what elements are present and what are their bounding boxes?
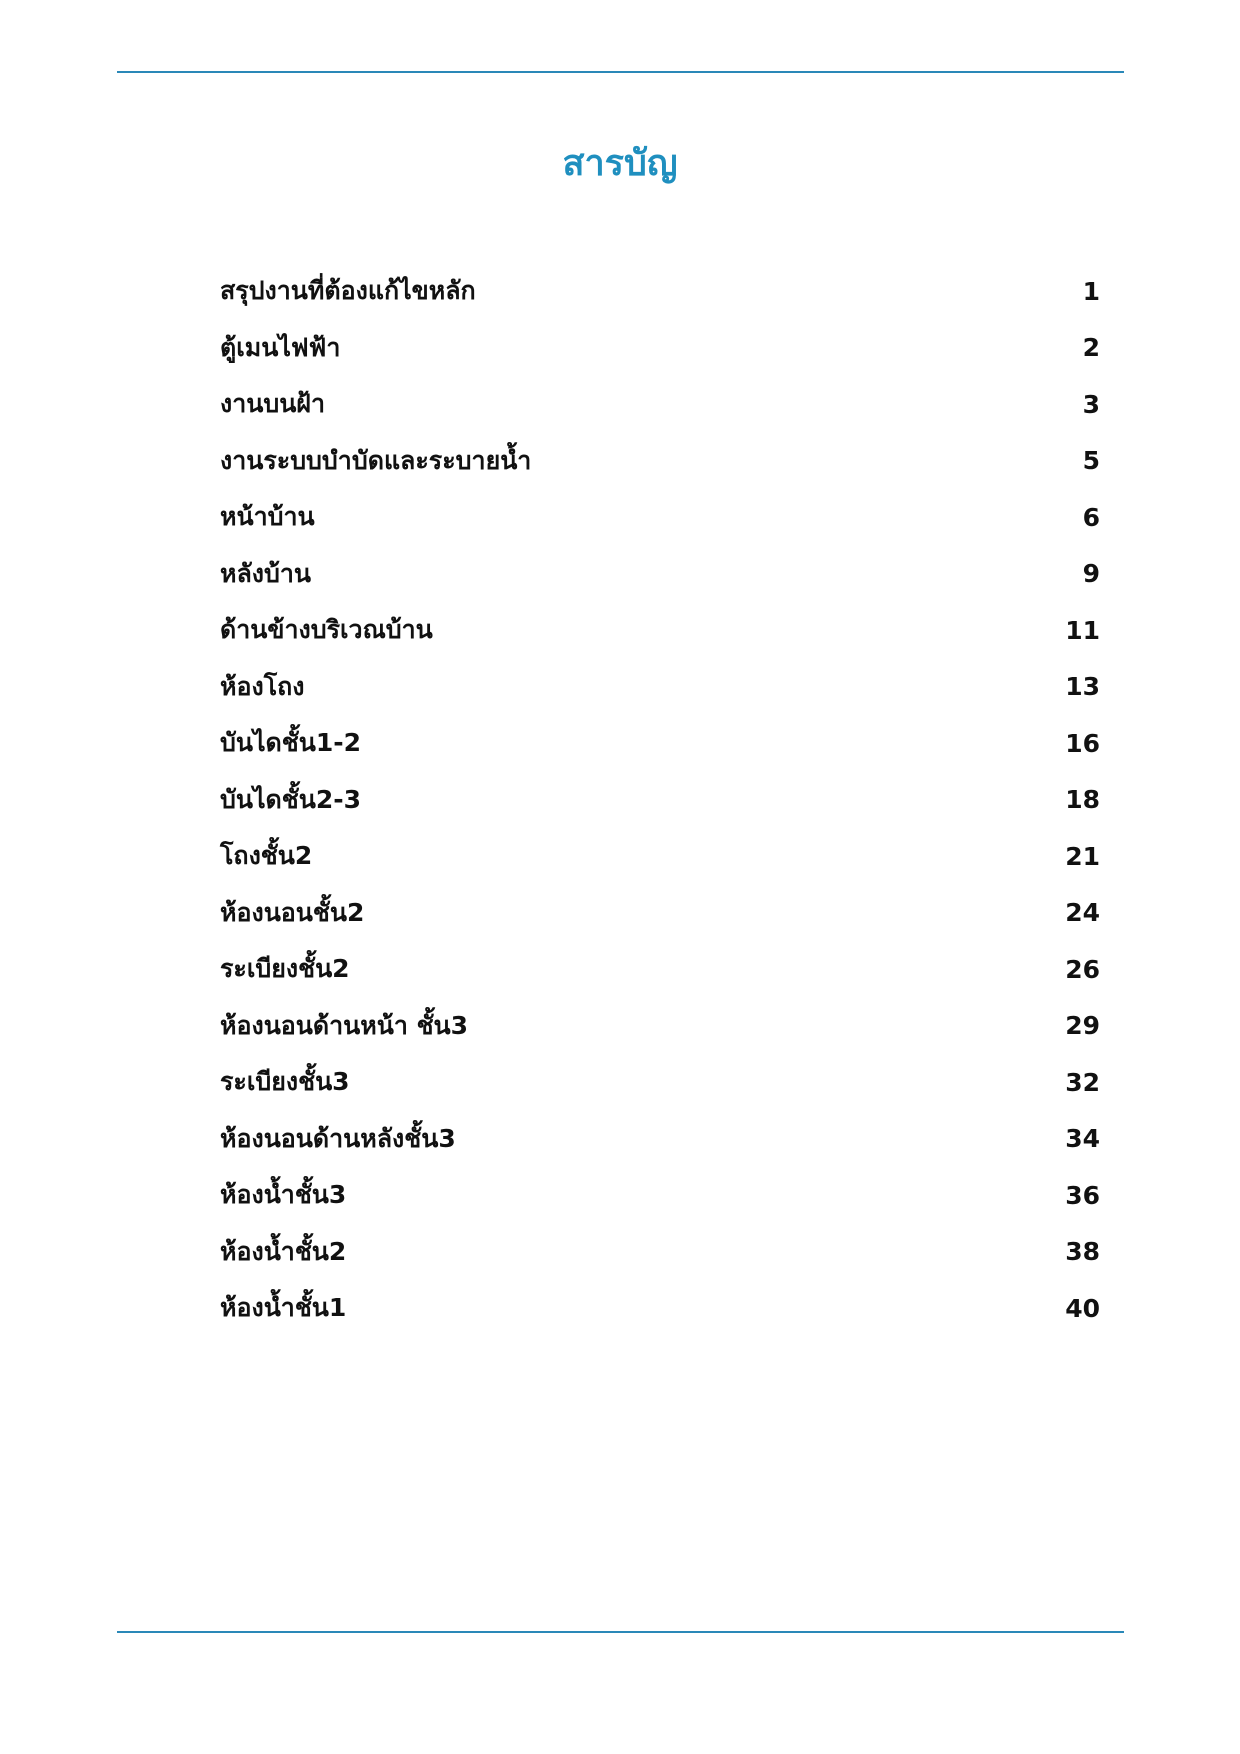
toc-item-page: 11 <box>1065 615 1100 645</box>
toc-item-label: โถงชั้น2 <box>220 841 313 871</box>
toc-item-page: 16 <box>1065 728 1100 758</box>
toc-item[interactable] <box>220 433 1100 490</box>
toc-item-page: 1 <box>1082 276 1100 306</box>
toc-item-page: 21 <box>1065 841 1100 871</box>
table-of-contents <box>220 263 1100 1337</box>
toc-item-page: 9 <box>1082 559 1100 589</box>
toc-item-page: 36 <box>1065 1180 1100 1210</box>
toc-item-label: ห้องน้ำชั้น3 <box>220 1180 347 1210</box>
toc-item-label: ห้องนอนชั้น2 <box>220 897 365 927</box>
toc-item[interactable] <box>220 376 1100 433</box>
toc-item-page: 2 <box>1082 333 1100 363</box>
toc-item-page: 13 <box>1065 672 1100 702</box>
toc-item-page: 18 <box>1065 785 1100 815</box>
toc-item[interactable] <box>220 546 1100 603</box>
toc-item-label: งานระบบบำบัดและระบายน้ำ <box>220 445 532 475</box>
toc-item-label: สรุปงานที่ต้องแก้ไขหลัก <box>220 276 476 306</box>
toc-item-label: ห้องโถง <box>220 671 305 701</box>
toc-item-label: บันไดชั้น1-2 <box>220 728 361 758</box>
toc-item[interactable] <box>220 828 1100 885</box>
toc-item-label: ระเบียงชั้น2 <box>220 954 350 984</box>
toc-item-page: 5 <box>1082 446 1100 476</box>
top-divider <box>117 71 1124 73</box>
toc-item[interactable] <box>220 1280 1100 1337</box>
toc-item-label: ตู้เมนไฟฟ้า <box>220 332 341 362</box>
toc-item-label: บันไดชั้น2-3 <box>220 784 361 814</box>
toc-item[interactable] <box>220 489 1100 546</box>
toc-item-page: 24 <box>1065 898 1100 928</box>
toc-item[interactable] <box>220 885 1100 942</box>
toc-item[interactable] <box>220 1224 1100 1281</box>
toc-item-page: 40 <box>1065 1293 1100 1323</box>
toc-item[interactable] <box>220 1167 1100 1224</box>
toc-item[interactable] <box>220 941 1100 998</box>
toc-item-label: ด้านข้างบริเวณบ้าน <box>220 615 433 645</box>
toc-item-page: 26 <box>1065 954 1100 984</box>
toc-item-label: งานบนฝ้า <box>220 389 325 419</box>
toc-item[interactable] <box>220 1054 1100 1111</box>
toc-item[interactable] <box>220 263 1100 320</box>
toc-item[interactable] <box>220 659 1100 716</box>
toc-item-page: 3 <box>1082 389 1100 419</box>
toc-item[interactable] <box>220 715 1100 772</box>
toc-item-page: 32 <box>1065 1067 1100 1097</box>
toc-item[interactable] <box>220 998 1100 1055</box>
toc-item-label: ห้องน้ำชั้น2 <box>220 1236 347 1266</box>
toc-item[interactable] <box>220 772 1100 829</box>
toc-item-page: 29 <box>1065 1011 1100 1041</box>
toc-item[interactable] <box>220 1111 1100 1168</box>
toc-item-page: 34 <box>1065 1124 1100 1154</box>
bottom-divider <box>117 1631 1124 1633</box>
toc-item-label: ห้องน้ำชั้น1 <box>220 1293 347 1323</box>
toc-item[interactable] <box>220 320 1100 377</box>
toc-item-label: ห้องนอนด้านหลังชั้น3 <box>220 1123 456 1153</box>
toc-item-page: 6 <box>1082 502 1100 532</box>
toc-item-page: 38 <box>1065 1237 1100 1267</box>
toc-item-label: หลังบ้าน <box>220 558 312 588</box>
toc-item[interactable] <box>220 602 1100 659</box>
toc-item-label: หน้าบ้าน <box>220 502 315 532</box>
page-title: สารบัญ <box>562 143 678 185</box>
toc-item-label: ระเบียงชั้น3 <box>220 1067 350 1097</box>
toc-item-label: ห้องนอนด้านหน้า ชั้น3 <box>220 1010 469 1040</box>
